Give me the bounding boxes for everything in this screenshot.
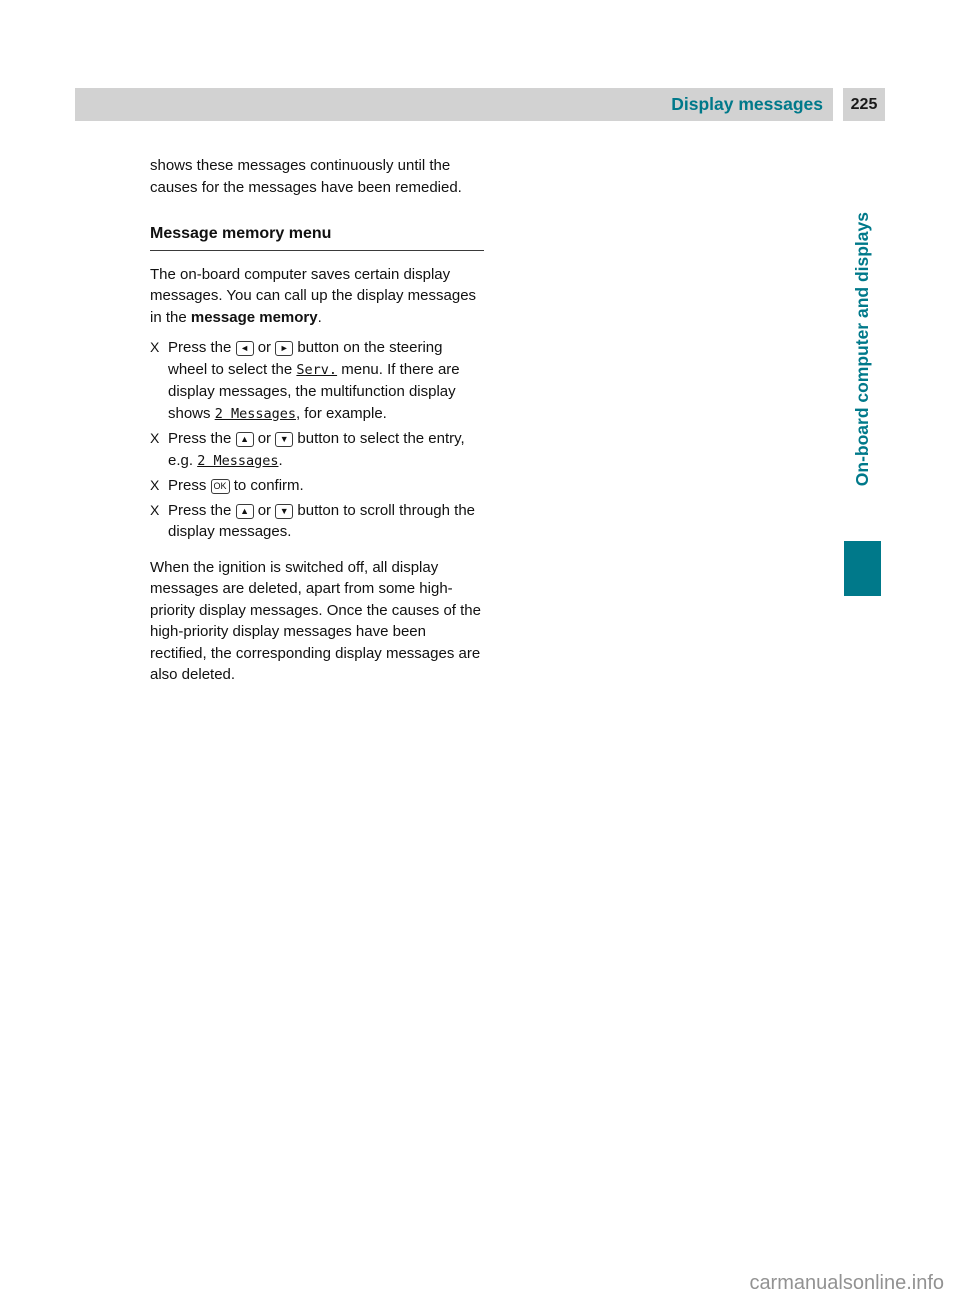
ok-button-icon: OK — [211, 479, 230, 494]
up-arrow-button-icon: ▲ — [236, 432, 254, 447]
section-paragraph — [150, 264, 484, 329]
display-menu-text: 2 Messages — [214, 405, 296, 422]
watermark: carmanualsonline.info — [749, 1272, 944, 1294]
list-item — [150, 500, 484, 543]
display-menu-text: 2 Messages — [197, 452, 279, 469]
step-text: to confirm. — [229, 477, 304, 494]
step-text: Press the — [168, 430, 236, 447]
step-bullet: X — [150, 430, 160, 446]
left-arrow-button-icon: ◄ — [236, 341, 254, 356]
chapter-tab-marker — [844, 541, 881, 596]
page-number: 225 — [843, 88, 885, 121]
step-text: Press — [168, 477, 211, 494]
intro-paragraph: shows these messages continuously until the causes for the messages have been remedied. — [150, 157, 462, 196]
list-item — [150, 428, 484, 472]
list-item — [150, 475, 484, 497]
step-text: Press the — [168, 501, 236, 519]
list-item — [150, 337, 484, 425]
step-text: Press the — [168, 339, 236, 356]
step-text: or — [253, 339, 276, 356]
step-text: button to scroll through the display messages. — [168, 501, 475, 540]
page-title: Display messages — [671, 94, 823, 114]
paragraph-text: . — [317, 308, 322, 326]
step-text: or — [253, 430, 276, 447]
chapter-sidebar — [843, 160, 881, 538]
right-arrow-button-icon: ► — [275, 341, 293, 356]
down-arrow-button-icon: ▼ — [275, 504, 293, 519]
step-text: button to select the entry, e.g. — [168, 430, 465, 469]
chapter-label: On-board computer and displays — [851, 211, 872, 487]
paragraph-text: The on-board computer saves certain display messages. You can call up the display messages in the — [150, 265, 477, 326]
step-text: , for example. — [295, 404, 387, 422]
step-bullet: X — [150, 477, 160, 493]
step-text: . — [278, 451, 283, 469]
step-text: button on the steering wheel to select the — [168, 339, 443, 378]
down-arrow-button-icon: ▼ — [275, 432, 293, 447]
step-text: or — [253, 501, 276, 519]
closing-paragraph: When the ignition is switched off, all display messages are deleted, apart from some high-priority display messages. Once the causes of the high-priority display messages have been rectified, the corresponding display messages are also deleted. — [150, 558, 481, 683]
step-bullet: X — [150, 339, 160, 355]
main-content — [150, 155, 484, 686]
display-menu-text: Serv. — [296, 361, 338, 378]
instruction-list — [150, 337, 484, 543]
section-heading: Message memory menu — [150, 223, 484, 251]
bold-term: message memory — [190, 308, 318, 326]
header-bar — [75, 88, 833, 121]
step-bullet: X — [150, 501, 160, 518]
step-text: menu. If there are display messages, the multifunction display shows — [168, 360, 460, 422]
up-arrow-button-icon: ▲ — [236, 504, 254, 519]
